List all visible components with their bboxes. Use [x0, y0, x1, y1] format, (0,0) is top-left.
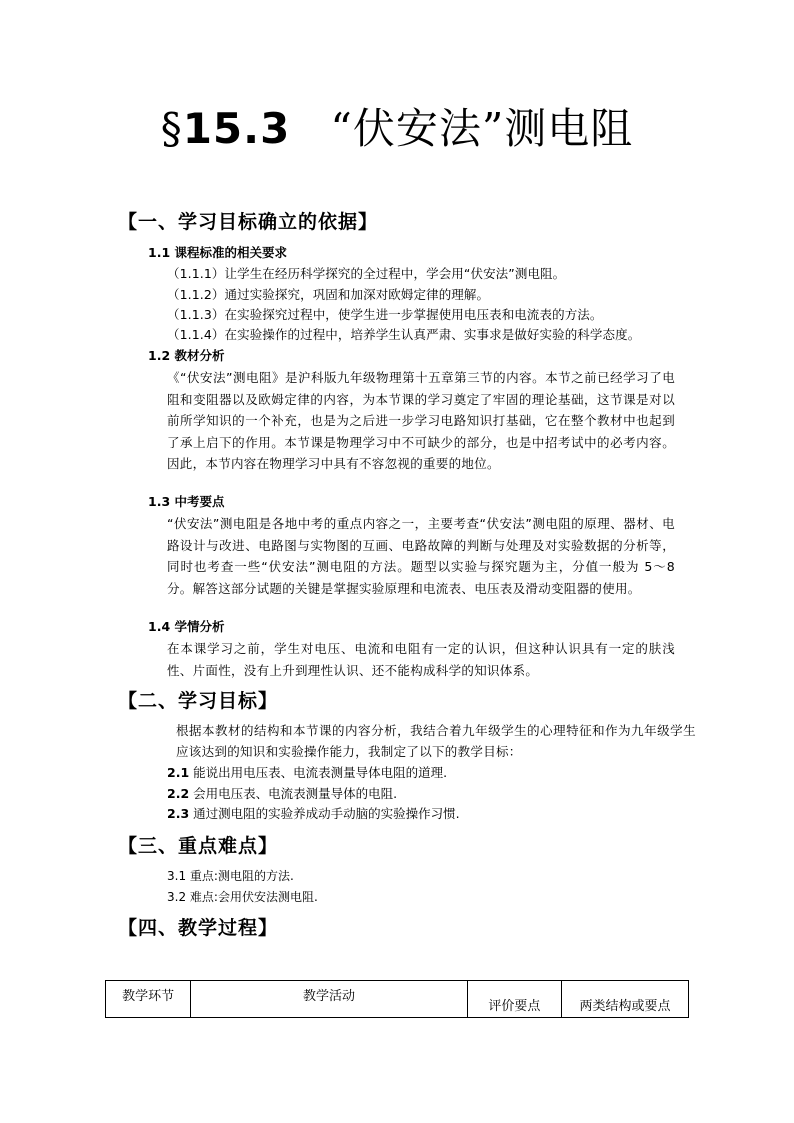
list-item: （1.1.3）在实验探究过程中，使学生进一步掌握使用电压表和电流表的方法。 — [167, 307, 603, 322]
section-heading-3: 【三、重点难点】 — [118, 835, 279, 857]
list-item: （1.1.1）让学生在经历科学探究的全过程中，学会用“伏安法”测电阻。 — [167, 266, 566, 281]
paragraph-textbook-analysis: 《“伏安法”测电阻》是沪科版九年级物理第十五章第三节的内容。本节之前已经学习了电阻和变阻器以及欧姆定律的内容，为本节课的学习奠定了牢固的理论基础，这节课是对以前所学知识的一个补充，也是为之后进一步学习电路知识打基础，它在整个教材中也起到了承上启下的作用。本节课是物理学习中不可缺少的部分，也是中招考试中的必考内容。因此，本节内容在物理学习中具有不容忽视的重要的地位。 — [167, 370, 675, 471]
goal-item — [167, 763, 447, 783]
table-header-cell: 两类结构或要点 — [562, 981, 689, 1018]
goal-number: 2.3 — [167, 806, 190, 821]
list-item: （1.1.2）通过实验探究，巩固和加深对欧姆定律的理解。 — [167, 287, 490, 302]
title-number: 15.3 — [182, 104, 291, 153]
subheading-1-1: 1.1 课程标准的相关要求 — [148, 245, 287, 260]
section-heading-4: 【四、教学过程】 — [118, 917, 279, 939]
goal-text: 会用电压表、电流表测量导体的电阻. — [193, 786, 398, 801]
teaching-process-table — [105, 980, 689, 1018]
key-point-item: 3.2 难点:会用伏安法测电阻. — [167, 890, 318, 904]
paragraph-exam-points: “伏安法”测电阻是各地中考的重点内容之一，主要考查“伏安法”测电阻的原理、器材、电路设计与改进、电路图与实物图的互画、电路故障的判断与处理及对实验数据的分析等，同时也考查一些“伏安法”测电阻的方法。题型以实验与探究题为主，分值一般为 5～8 分。解答这部分试题的关键是掌握实验原理和电流表、电压表及滑动变阻器的使用。 — [167, 516, 675, 596]
section-symbol: § — [160, 104, 183, 153]
table-header-cell: 教学活动 — [191, 981, 468, 1018]
goal-number: 2.2 — [167, 786, 190, 801]
section-heading-2: 【二、学习目标】 — [118, 690, 279, 712]
goal-text: 通过测电阻的实验养成动手动脑的实验操作习惯. — [193, 806, 460, 821]
subheading-1-2: 1.2 教材分析 — [148, 348, 225, 363]
title-text: “伏安法”测电阻 — [330, 104, 634, 153]
list-item: （1.1.4）在实验操作的过程中，培养学生认真严肃、实事求是做好实验的科学态度。 — [167, 327, 641, 342]
table-header-cell: 教学环节 — [106, 981, 191, 1018]
page-title — [0, 96, 794, 162]
section-heading-1: 【一、学习目标确立的依据】 — [118, 211, 379, 233]
table-header-cell: 评价要点 — [467, 981, 561, 1018]
paragraph-student-analysis: 在本课学习之前，学生对电压、电流和电阻有一定的认识，但这种认识具有一定的肤浅性、片面性，没有上升到理性认识、还不能构成科学的知识体系。 — [167, 641, 675, 678]
goal-item — [167, 784, 397, 804]
key-point-item: 3.1 重点:测电阻的方法. — [167, 869, 294, 883]
table-row — [106, 981, 689, 1018]
goal-item — [167, 804, 460, 824]
goal-number: 2.1 — [167, 765, 190, 780]
subheading-1-4: 1.4 学情分析 — [148, 619, 225, 634]
paragraph-goals-intro: 根据本教材的结构和本节课的内容分析，我结合着九年级学生的心理特征和作为九年级学生应该达到的知识和实验操作能力，我制定了以下的教学目标： — [176, 723, 696, 759]
goal-text: 能说出用电压表、电流表测量导体电阻的道理. — [193, 765, 448, 780]
subheading-1-3: 1.3 中考要点 — [148, 494, 225, 509]
